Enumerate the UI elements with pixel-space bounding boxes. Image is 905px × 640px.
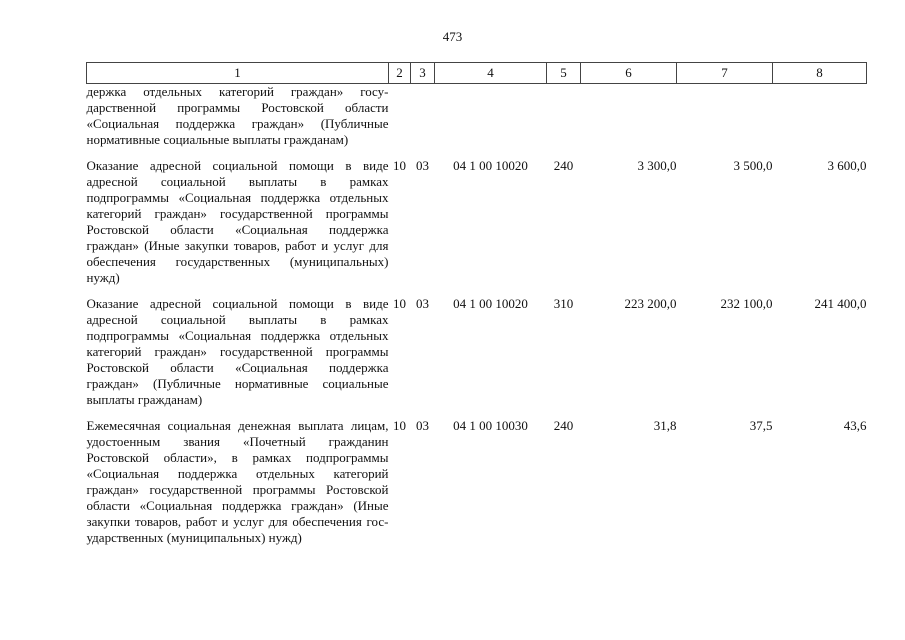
row-subsection [411, 84, 435, 155]
header-col-1: 1 [87, 63, 389, 84]
table-row [87, 84, 867, 155]
row-subsection: 03 [416, 158, 429, 173]
row-amount-3: 43,6 [843, 418, 867, 433]
row-subsection: 03 [416, 296, 429, 311]
row-amount-1 [581, 84, 677, 155]
header-col-6: 6 [581, 63, 677, 84]
header-col-3: 3 [411, 63, 435, 84]
row-expense-type: 310 [553, 296, 574, 311]
header-col-8: 8 [773, 63, 867, 84]
header-col-2: 2 [389, 63, 411, 84]
table-row [87, 292, 867, 414]
row-amount-1: 223 200,0 [624, 296, 677, 311]
row-expense-type: 240 [553, 158, 574, 173]
row-amount-1: 31,8 [653, 418, 677, 433]
row-expense-type [547, 84, 581, 155]
row-section: 10 [393, 418, 406, 433]
row-amount-3 [773, 84, 867, 155]
header-col-4: 4 [435, 63, 547, 84]
row-expense-type: 240 [553, 418, 574, 433]
table-header-row [87, 63, 867, 84]
row-description: Оказание адресной социальной помощи в виде адресной социальной выплаты в рамках подпрограммы «Социальная поддержка отдельных категорий граждан» государственной программы Ростовской области «Социальная поддержка граждан» (Иные закупки товаров, работ и услуг для обеспечения государственных (муниципальных) нужд) [86, 158, 389, 285]
row-amount-2: 37,5 [749, 418, 773, 433]
row-amount-2: 232 100,0 [720, 296, 773, 311]
row-amount-3: 3 600,0 [827, 158, 867, 173]
page-number: 473 [442, 29, 463, 44]
row-target-code: 04 1 00 10020 [453, 158, 528, 173]
row-target-code: 04 1 00 10020 [453, 296, 528, 311]
row-amount-2 [677, 84, 773, 155]
row-description: Ежемесячная социальная денежная выплата лицам, удостоенным звания «Почетный гражданин Ростовской области», в рамках подпрограммы «Социальная поддержка отдельных категорий граждан» государственной программы Ростовской области «Социальная поддержка граждан» (Иные закупки товаров, работ и услуг для обеспечения государственных (муниципальных) нужд) [86, 418, 389, 545]
row-description: держка отдельных категорий граждан» государственной программы Ростовской области «Социальная поддержка граждан» (Публичные нормативные социальные выплаты гражданам) [86, 84, 389, 147]
row-section: 10 [393, 296, 406, 311]
row-section [389, 84, 411, 155]
row-description: Оказание адресной социальной помощи в виде адресной социальной выплаты в рамках подпрограммы «Социальная поддержка отдельных категорий граждан» государственной программы Ростовской области «Социальная поддержка граждан» (Публичные нормативные социальные выплаты гражданам) [86, 296, 389, 407]
row-target-code [435, 84, 547, 155]
table-row [87, 154, 867, 292]
row-subsection: 03 [416, 418, 429, 433]
table-row [87, 414, 867, 552]
header-col-7: 7 [677, 63, 773, 84]
header-col-5: 5 [547, 63, 581, 84]
row-amount-2: 3 500,0 [733, 158, 773, 173]
row-target-code: 04 1 00 10030 [453, 418, 528, 433]
row-section: 10 [393, 158, 406, 173]
row-amount-3: 241 400,0 [814, 296, 867, 311]
row-amount-1: 3 300,0 [637, 158, 677, 173]
budget-table [86, 62, 867, 552]
